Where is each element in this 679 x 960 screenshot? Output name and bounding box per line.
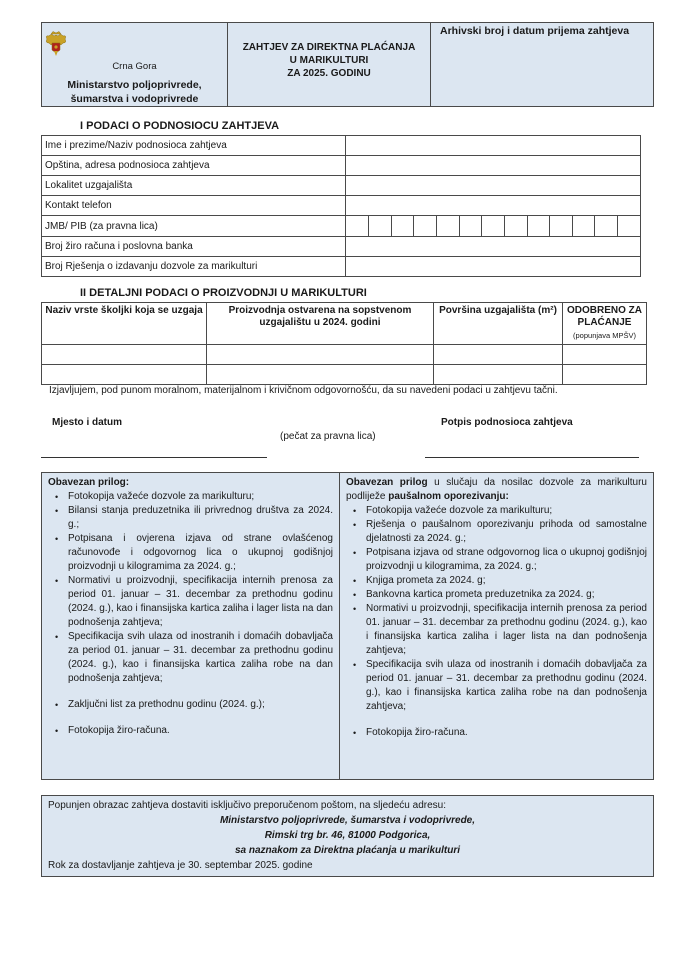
applicant-name-label: Ime i prezime/Naziv podnosioca zahtjeva [42, 136, 346, 156]
table-row [42, 196, 641, 216]
declaration-text: Izjavljujem, pod punom moralnom, materijalnom i krivičnom odgovornošću, da su navedeni podaci u zahtjevu tačni. [49, 385, 558, 396]
jmb-pib-label: JMB/ PIB (za pravna lica) [42, 216, 346, 237]
header-table [41, 22, 654, 107]
table-row [42, 156, 641, 176]
license-number-field[interactable] [346, 257, 641, 277]
bank-account-label: Broj žiro računa i poslovna banka [42, 237, 346, 257]
list-item: • Normativi u proizvodnji, specifikacija internih prenosa za period 01. januar – 31. decembar za prethodnu godinu (2024. g.), kao i finansijska kartica zaliha i lager lista na dan podnošenja zahtjeva; [366, 602, 647, 658]
archive-label: Arhivski broj i datum prijema zahtjeva [440, 25, 630, 37]
jmb-digit-box[interactable] [572, 216, 595, 236]
jmb-digit-box[interactable] [346, 216, 369, 236]
table-row [42, 216, 641, 237]
address-line-1: Ministarstvo poljoprivrede, šumarstva i vodoprivrede, [219, 815, 476, 826]
list-item: • Fotokopija žiro-računa. [68, 724, 333, 738]
jmb-digit-box[interactable] [504, 216, 527, 236]
approved-cell[interactable] [563, 345, 647, 365]
section2-title: II DETALJNI PODACI O PROIZVODNJI U MARIKULTURI [80, 287, 367, 299]
signature-line[interactable] [425, 457, 639, 458]
production-cell[interactable] [207, 365, 434, 385]
species-cell[interactable] [42, 345, 207, 365]
jmb-digit-box[interactable] [391, 216, 414, 236]
list-item: • Specifikacija svih ulaza od inostranih i domaćih dobavljača za period 01. januar – 31. decembar za prethodnu godinu (2024. g.), kao i finansijska kartica zaliha robe na dan podnošenja zahtjeva; [366, 658, 647, 714]
form-title [231, 23, 427, 80]
jmb-digit-box[interactable] [437, 216, 460, 236]
ministry-line-2: šumarstva i vodoprivrede [70, 93, 199, 105]
table-row [42, 176, 641, 196]
bank-account-field[interactable] [346, 237, 641, 257]
title-line-3: ZA 2025. GODINU [287, 68, 371, 79]
production-table [41, 302, 647, 385]
approved-cell[interactable] [563, 365, 647, 385]
country-name: Crna Gora [112, 61, 157, 72]
list-item: • Specifikacija svih ulaza od inostranih i domaćih dobavljača za period 01. januar – 31. decembar za prethodnu godinu (2024. g.), kao i finansijska kartica zaliha robe na dan podnošenja zahtjeva; [68, 630, 333, 686]
list-item: • Bankovna kartica prometa preduzetnika za 2024. g; [366, 588, 647, 602]
list-item: • Rješenja o paušalnom oporezivanju prihoda od samostalne djelatnosti za 2024. g.; [366, 518, 647, 546]
approved-note: (popunjava MPŠV) [573, 331, 636, 340]
place-date-line[interactable] [41, 457, 267, 458]
form-title-cell [228, 23, 431, 107]
applicant-name-field[interactable] [346, 136, 641, 156]
table-row [42, 237, 641, 257]
table-row [42, 365, 647, 385]
ministry-cell [42, 23, 228, 107]
ministry-line-1: Ministarstvo poljoprivrede, [67, 79, 202, 91]
table-row [42, 257, 641, 277]
license-number-label: Broj Rješenja o izdavanju dozvole za marikulturi [42, 257, 346, 277]
jmb-pib-field[interactable] [346, 216, 641, 237]
jmb-digit-box[interactable] [618, 216, 641, 236]
address-field[interactable] [346, 156, 641, 176]
jmb-digit-box[interactable] [369, 216, 392, 236]
archive-cell[interactable] [431, 23, 654, 107]
farm-location-label: Lokalitet uzgajališta [42, 176, 346, 196]
submission-info-box [41, 795, 654, 877]
attachments-left-cell [42, 473, 340, 780]
approved-label: ODOBRENO ZA PLAĆANJE [567, 305, 642, 328]
deadline-text: Rok za dostavljanje zahtjeva je 30. septembar 2025. godine [48, 860, 313, 871]
area-cell[interactable] [434, 345, 563, 365]
jmb-digit-box[interactable] [595, 216, 618, 236]
species-cell[interactable] [42, 365, 207, 385]
jmb-digit-box[interactable] [550, 216, 573, 236]
title-line-2: U MARIKULTURI [289, 55, 369, 66]
applicant-table [41, 135, 641, 277]
list-item: • Fotokopija žiro-računa. [366, 726, 647, 740]
ministry-name [45, 78, 224, 106]
jmb-digit-boxes [346, 216, 640, 236]
signature-label: Potpis podnosioca zahtjeva [441, 417, 573, 428]
title-line-1: ZAHTJEV ZA DIREKTNA PLAĆANJA [242, 42, 416, 53]
phone-label: Kontakt telefon [42, 196, 346, 216]
farm-location-field[interactable] [346, 176, 641, 196]
table-header-row [42, 303, 647, 345]
list-item: • Potpisana izjava od strane odgovornog lica o ukupnoj godišnjoj proizvodnji u kilogramima, za 2024. g.; [366, 546, 647, 574]
table-row [42, 345, 647, 365]
attachments-right-cell [340, 473, 654, 780]
attachments-right-title [346, 476, 647, 504]
list-item: • Fotokopija važeće dozvole za marikulturu; [68, 490, 333, 504]
attachments-right-title-text: u slučaju da nosilac dozvole za marikulturu podliježe [346, 477, 647, 502]
list-item: • Zaključni list za prethodnu godinu (2024. g.); [68, 698, 333, 712]
attachments-right-title-bold-2: paušalnom oporezivanju: [388, 491, 509, 502]
species-column-header: Naziv vrste školjki koja se uzgaja [42, 303, 207, 345]
jmb-digit-box[interactable] [527, 216, 550, 236]
list-item: • Bilansi stanja preduzetnika ili privrednog društva za 2024. g.; [68, 504, 333, 532]
place-date-label: Mjesto i datum [52, 417, 123, 428]
attachments-right-title-bold: Obavezan prilog [346, 477, 428, 488]
production-column-header: Proizvodnja ostvarena na sopstvenom uzgajalištu u 2024. godini [207, 303, 434, 345]
section1-title: I PODACI O PODNOSIOCU ZAHTJEVA [80, 120, 280, 132]
production-cell[interactable] [207, 345, 434, 365]
list-item: • Fotokopija važeće dozvole za marikulturu; [366, 504, 647, 518]
address-line-3: sa naznakom za Direktna plaćanja u marikulturi [234, 845, 461, 856]
list-item: • Normativi u proizvodnji, specifikacija internih prenosa za period 01. januar – 31. decembar za prethodnu godinu (2024. g.), kao i finansijska kartica zaliha i lager lista na dan podnošenja zahtjeva; [68, 574, 333, 630]
submission-instructions: Popunjen obrazac zahtjeva dostaviti isključivo preporučenom poštom, na sljedeću adresu: [48, 800, 447, 811]
address-line-2: Rimski trg br. 46, 81000 Podgorica, [264, 830, 431, 841]
address-label: Opština, adresa podnosioca zahtjeva [42, 156, 346, 176]
phone-field[interactable] [346, 196, 641, 216]
attachments-left-title: Obavezan prilog: [48, 477, 130, 488]
list-item: • Potpisana i ovjerena izjava od strane ovlašćenog računovođe i odgovornog lica o ukupnoj godišnjoj proizvodnji u kilogramima za 2024. g.; [68, 532, 333, 574]
area-column-header: Površina uzgajališta (m²) [434, 303, 563, 345]
jmb-digit-box[interactable] [459, 216, 482, 236]
attachments-right-list [346, 504, 647, 740]
jmb-digit-box[interactable] [482, 216, 505, 236]
list-item: • Knjiga prometa za 2024. g; [366, 574, 647, 588]
jmb-digit-box[interactable] [414, 216, 437, 236]
stamp-note: (pečat za pravna lica) [280, 431, 376, 442]
area-cell[interactable] [434, 365, 563, 385]
attachments-table [41, 472, 654, 780]
table-row [42, 136, 641, 156]
approved-column-header [563, 303, 647, 345]
attachments-left-list [48, 490, 333, 738]
coat-of-arms-icon [45, 31, 67, 57]
